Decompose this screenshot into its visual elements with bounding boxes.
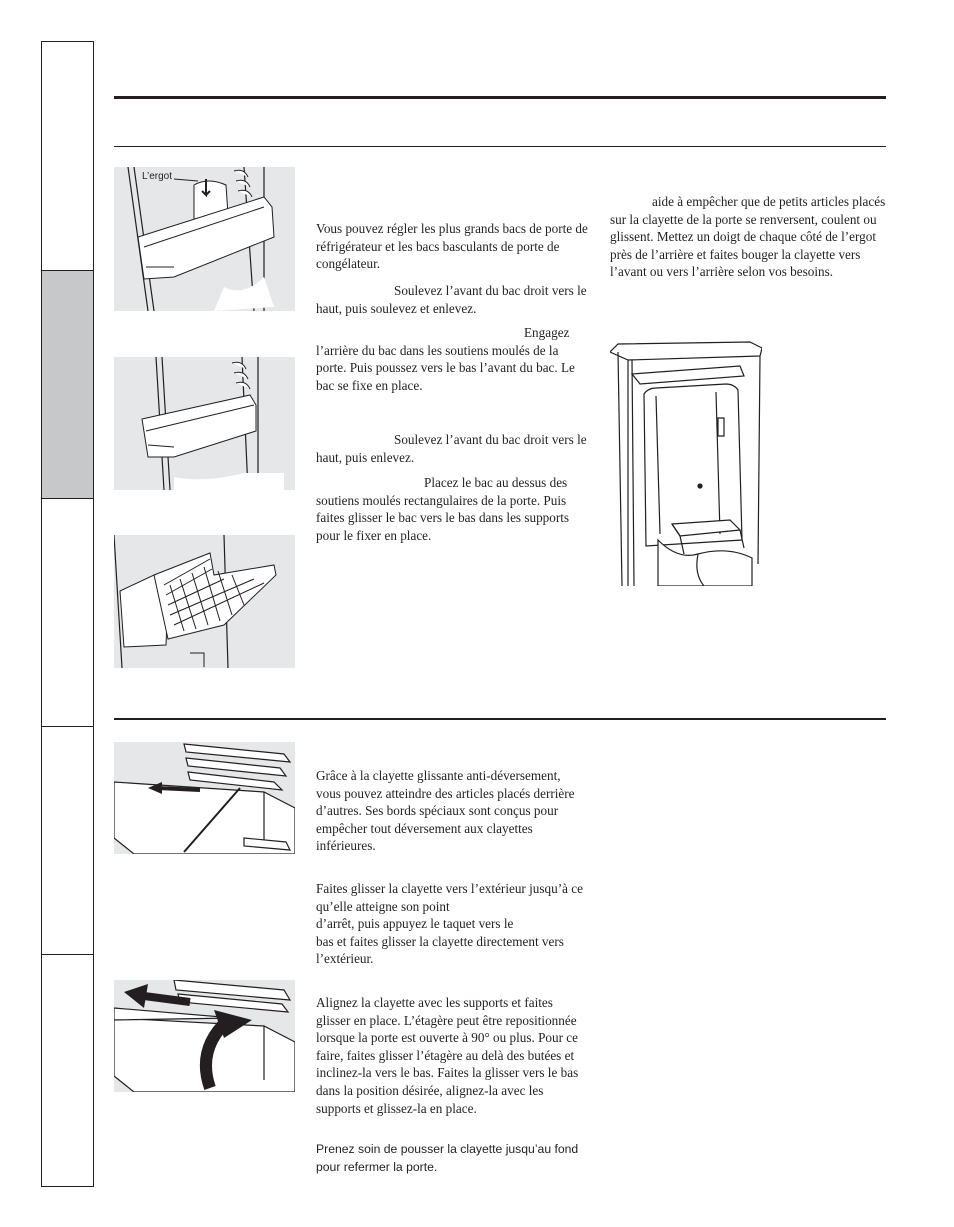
bin-text-remove-freezer: [316, 431, 588, 466]
side-tab-3[interactable]: [42, 499, 93, 727]
bin-text-replace-freezer: [316, 474, 588, 544]
shelf-remove-line1: Faites glisser la clayette vers l’extérieur jusqu’à ce qu’elle atteigne son point: [316, 881, 583, 914]
shelf-replace: Alignez la clayette avec les supports et faites glisser en place. L’étagère peut être repositionnée lorsque la porte est ouverte à 90° ou plus. Pour ce faire, faites glisser l’étagère au delà des butées et inclinez-la vers le bas. Faites la glisser vers le bas dans la position désirée, alignez-la avec les supports et glissez-la en place.: [316, 995, 579, 1116]
figure-door-ergot: [610, 334, 762, 586]
side-tab-1[interactable]: [42, 42, 93, 271]
figure-sliding-shelf: [114, 742, 295, 854]
side-tab-2-active[interactable]: [42, 271, 93, 499]
side-tab-4[interactable]: [42, 727, 93, 955]
shelf-text-note: [316, 1141, 588, 1176]
shelf-text-remove: [316, 880, 588, 968]
ergot-callout-label: L’ergot: [142, 171, 173, 182]
figure-fridge-bin-ergot: [114, 167, 295, 311]
figure-freezer-tilt-bin: [114, 535, 295, 668]
ergot-description: aide à empêcher que de petits articles placés sur la clayette de la porte se renversent, coulent ou glissent. Mettez un doigt de chaque côté de l’ergot près de l’arrière et faites bouger la clayette vers l’avant ou vers l’arrière selon vos besoins.: [610, 194, 886, 280]
bins-intro: Vous pouvez régler les plus grands bacs de porte de réfrigérateur et les bacs basculants de porte de congélateur.: [316, 221, 588, 272]
ergot-text: [610, 193, 886, 281]
section-rule-shelf: [114, 718, 886, 720]
bin-text-intro: [316, 220, 588, 273]
bins-remove-freezer: Soulevez l’avant du bac droit vers le haut, puis enlevez.: [316, 432, 587, 465]
bins-remove-fridge: Soulevez l’avant du bac droit vers le haut, puis soulevez et enlevez.: [316, 283, 587, 316]
bins-replace-freezer: Placez le bac au dessus des soutiens moulés rectangulaires de la porte. Puis faites glisser le bac vers le bas dans les supports pour le fixer en place.: [316, 475, 570, 543]
side-tab-column: [41, 41, 94, 1187]
shelf-text-replace: [316, 994, 588, 1117]
figure-fridge-bin: [114, 357, 295, 490]
shelf-note: Prenez soin de pousser la clayette jusqu’au fond pour refermer la porte.: [316, 1142, 579, 1174]
bin-text-remove-fridge: [316, 282, 588, 317]
figure-shelf-tilt: [114, 980, 295, 1092]
bin-text-replace-fridge: [316, 324, 588, 394]
bins-replace-fridge: Engagez l’arrière du bac dans les soutiens moulés de la porte. Puis poussez vers le bas l’avant du bac. Le bac se fixe en place.: [316, 325, 575, 393]
top-heavy-rule: [114, 96, 886, 99]
shelf-intro: Grâce à la clayette glissante anti-déversement, vous pouvez atteindre des articles placés derrière d’autres. Ses bords spéciaux sont conçus pour empêcher tout déversement aux clayettes inférieures.: [316, 768, 575, 854]
side-tab-5[interactable]: [42, 955, 93, 1186]
shelf-text-intro: [316, 767, 588, 855]
shelf-remove-line3: bas et faites glisser la clayette directement vers l’extérieur.: [316, 933, 564, 967]
section-rule-bins: [114, 146, 886, 147]
shelf-remove-line2: d’arrêt, puis appuyez le taquet vers le: [316, 916, 514, 932]
